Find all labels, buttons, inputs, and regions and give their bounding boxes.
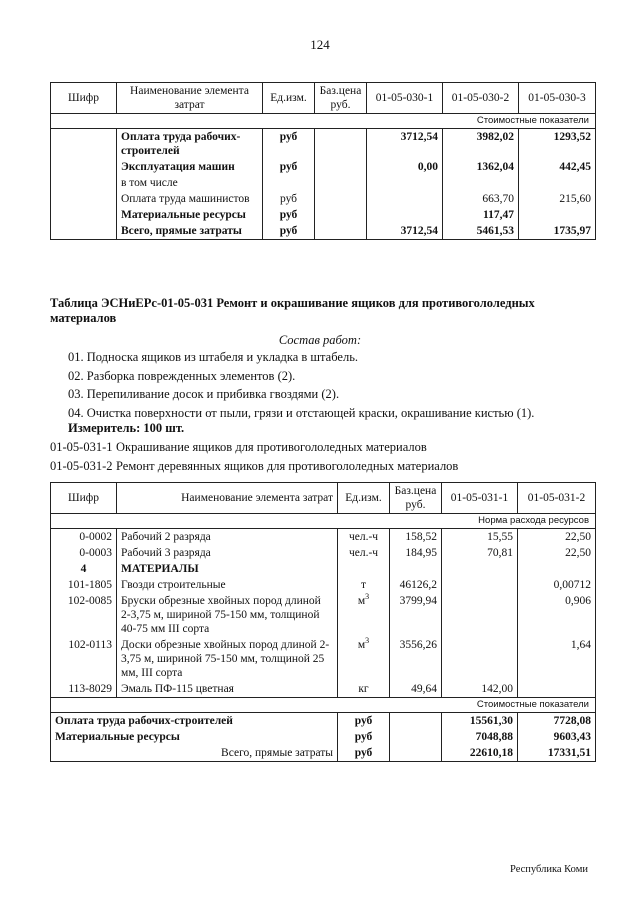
page-number: 124 xyxy=(310,37,330,52)
table-row xyxy=(51,175,596,191)
total-value-2: 9603,43 xyxy=(518,729,596,745)
row-value-3 xyxy=(519,207,596,223)
subheader-norm: Норма расхода ресурсов xyxy=(51,514,596,529)
row-price: 3556,26 xyxy=(390,637,442,681)
subheader-row xyxy=(51,514,596,529)
row-value-2: 117,47 xyxy=(443,207,519,223)
table-row xyxy=(51,681,596,698)
row-price: 184,95 xyxy=(390,545,442,561)
row-unit: кг xyxy=(338,681,390,698)
table-row xyxy=(51,577,596,593)
row-value-1 xyxy=(442,593,518,637)
row-name: в том числе xyxy=(117,175,263,191)
row-unit: чел.-ч xyxy=(338,529,390,546)
row-value-1: 70,81 xyxy=(442,545,518,561)
total-name: Всего, прямые затраты xyxy=(51,745,338,762)
work-item: 03. Перепиливание досок и прибивка гвоздями (2). xyxy=(68,387,340,401)
row-value-1: 142,00 xyxy=(442,681,518,698)
row-name: Доски обрезные хвойных пород длиной 2-3,75 м, шириной 75-150 мм, толщиной 25 мм, III сорта xyxy=(117,637,338,681)
row-unit xyxy=(338,637,390,681)
row-value-2: 3982,02 xyxy=(443,129,519,160)
row-value-1 xyxy=(367,191,443,207)
table-header-row xyxy=(51,83,596,114)
row-value-1: 3712,54 xyxy=(367,129,443,160)
table-row xyxy=(51,561,596,577)
col-header-031-1: 01-05-031-1 xyxy=(442,483,518,514)
row-unit xyxy=(338,593,390,637)
row-code: 101-1805 xyxy=(51,577,117,593)
row-value-2: 663,70 xyxy=(443,191,519,207)
total-unit: руб xyxy=(338,745,390,762)
total-name: Материальные ресурсы xyxy=(51,729,338,745)
col-header-030-2: 01-05-030-2 xyxy=(443,83,519,114)
row-price: 46126,2 xyxy=(390,577,442,593)
total-value-2: 17331,51 xyxy=(518,745,596,762)
row-unit: руб xyxy=(263,159,315,175)
col-header-unit: Ед.изм. xyxy=(263,83,315,114)
total-value-1: 22610,18 xyxy=(442,745,518,762)
unit-sup: 3 xyxy=(365,636,370,646)
row-unit: чел.-ч xyxy=(338,545,390,561)
col-header-price: Баз.цена руб. xyxy=(315,83,367,114)
row-code: 4 xyxy=(51,561,117,577)
work-item: 04. Очистка поверхности от пыли, грязи и отстающей краски, окрашивание кистью (1). xyxy=(68,405,535,420)
row-name: Материальные ресурсы xyxy=(117,207,263,223)
row-code: 102-0113 xyxy=(51,637,117,681)
table-row xyxy=(51,529,596,546)
row-code: 0-0003 xyxy=(51,545,117,561)
code-text: Ремонт деревянных ящиков для противогололедных материалов xyxy=(116,458,459,473)
row-value-2 xyxy=(518,681,596,698)
row-name: МАТЕРИАЛЫ xyxy=(117,561,338,577)
row-value-3: 215,60 xyxy=(519,191,596,207)
row-unit: т xyxy=(338,577,390,593)
row-value-3: 442,45 xyxy=(519,159,596,175)
row-value-2: 22,50 xyxy=(518,529,596,546)
table-row xyxy=(51,223,596,240)
section-title: Таблица ЭСНиЕРс-01-05-031 Ремонт и окрашивание ящиков для противогололедных материалов xyxy=(50,296,535,325)
row-name: Гвозди строительные xyxy=(117,577,338,593)
row-name: Рабочий 2 разряда xyxy=(117,529,338,546)
code-item xyxy=(50,438,458,457)
row-name: Оплата труда машинистов xyxy=(117,191,263,207)
table-header-row xyxy=(51,483,596,514)
row-value-2: 0,906 xyxy=(518,593,596,637)
subheader-cost: Стоимостные показатели xyxy=(51,698,596,713)
col-header-code: Шифр xyxy=(51,483,117,514)
code-item xyxy=(50,457,458,476)
totals-row xyxy=(51,713,596,730)
cost-table-030 xyxy=(50,82,596,240)
row-unit: руб xyxy=(263,191,315,207)
row-name: Бруски обрезные хвойных пород длиной 2-3,75 м, шириной 75-150 мм, толщиной 40-75 мм III сорта xyxy=(117,593,338,637)
unit-sup: 3 xyxy=(365,592,370,602)
total-value-1: 7048,88 xyxy=(442,729,518,745)
row-value-2: 22,50 xyxy=(518,545,596,561)
resource-table-031 xyxy=(50,482,596,762)
row-value-1 xyxy=(442,577,518,593)
col-header-name: Наименование элемента затрат xyxy=(117,483,338,514)
subheader-row xyxy=(51,698,596,713)
row-price: 3799,94 xyxy=(390,593,442,637)
total-name: Оплата труда рабочих-строителей xyxy=(51,713,338,730)
table-row xyxy=(51,191,596,207)
row-unit: руб xyxy=(263,207,315,223)
row-value-1: 3712,54 xyxy=(367,223,443,240)
code-id: 01-05-031-1 xyxy=(50,440,113,454)
row-value-2: 1,64 xyxy=(518,637,596,681)
row-unit: руб xyxy=(263,223,315,240)
row-value-2: 5461,53 xyxy=(443,223,519,240)
table-row xyxy=(51,129,596,160)
row-value-2: 1362,04 xyxy=(443,159,519,175)
col-header-price: Баз.цена руб. xyxy=(390,483,442,514)
row-value-1: 0,00 xyxy=(367,159,443,175)
row-code: 113-8029 xyxy=(51,681,117,698)
code-id: 01-05-031-2 xyxy=(50,458,113,473)
row-name: Эмаль ПФ-115 цветная xyxy=(117,681,338,698)
composition-label: Состав работ: xyxy=(278,333,362,347)
codes-list xyxy=(50,438,458,475)
total-value-1: 15561,30 xyxy=(442,713,518,730)
footer-region: Республика Коми xyxy=(510,864,588,875)
table-row xyxy=(51,207,596,223)
col-header-030-1: 01-05-030-1 xyxy=(367,83,443,114)
work-item: 02. Разборка поврежденных элементов (2). xyxy=(68,368,296,383)
col-header-031-2: 01-05-031-2 xyxy=(518,483,596,514)
row-code: 0-0002 xyxy=(51,529,117,546)
col-header-code: Шифр xyxy=(51,83,117,114)
unit-text: м xyxy=(357,639,366,651)
subheader-cost: Стоимостные показатели xyxy=(51,114,596,129)
row-unit: руб xyxy=(263,129,315,160)
unit-text: м xyxy=(357,595,366,607)
row-name: Рабочий 3 разряда xyxy=(117,545,338,561)
col-header-unit: Ед.изм. xyxy=(338,483,390,514)
row-value-1 xyxy=(442,637,518,681)
row-name: Эксплуатация машин xyxy=(117,159,263,175)
totals-row xyxy=(51,729,596,745)
row-value-3: 1735,97 xyxy=(519,223,596,240)
col-header-030-3: 01-05-030-3 xyxy=(519,83,596,114)
work-item: 01. Подноска ящиков из штабеля и укладка в штабель. xyxy=(68,350,359,364)
table-row xyxy=(51,593,596,637)
table-row xyxy=(51,159,596,175)
row-value-3: 1293,52 xyxy=(519,129,596,160)
col-header-name: Наименование элемента затрат xyxy=(117,83,263,114)
row-price: 158,52 xyxy=(390,529,442,546)
row-value-1: 15,55 xyxy=(442,529,518,546)
table-row xyxy=(51,545,596,561)
row-value-2: 0,00712 xyxy=(518,577,596,593)
totals-row xyxy=(51,745,596,762)
row-name: Оплата труда рабочих-строителей xyxy=(117,129,263,160)
row-price: 49,64 xyxy=(390,681,442,698)
total-unit: руб xyxy=(338,729,390,745)
works-list xyxy=(68,348,534,422)
table-row xyxy=(51,637,596,681)
measure-unit: Измеритель: 100 шт. xyxy=(68,421,185,435)
total-value-2: 7728,08 xyxy=(518,713,596,730)
row-value-1 xyxy=(367,207,443,223)
row-code: 102-0085 xyxy=(51,593,117,637)
code-text: Окрашивание ящиков для противогололедных материалов xyxy=(116,440,427,454)
row-name: Всего, прямые затраты xyxy=(117,223,263,240)
total-unit: руб xyxy=(338,713,390,730)
subheader-row xyxy=(51,114,596,129)
